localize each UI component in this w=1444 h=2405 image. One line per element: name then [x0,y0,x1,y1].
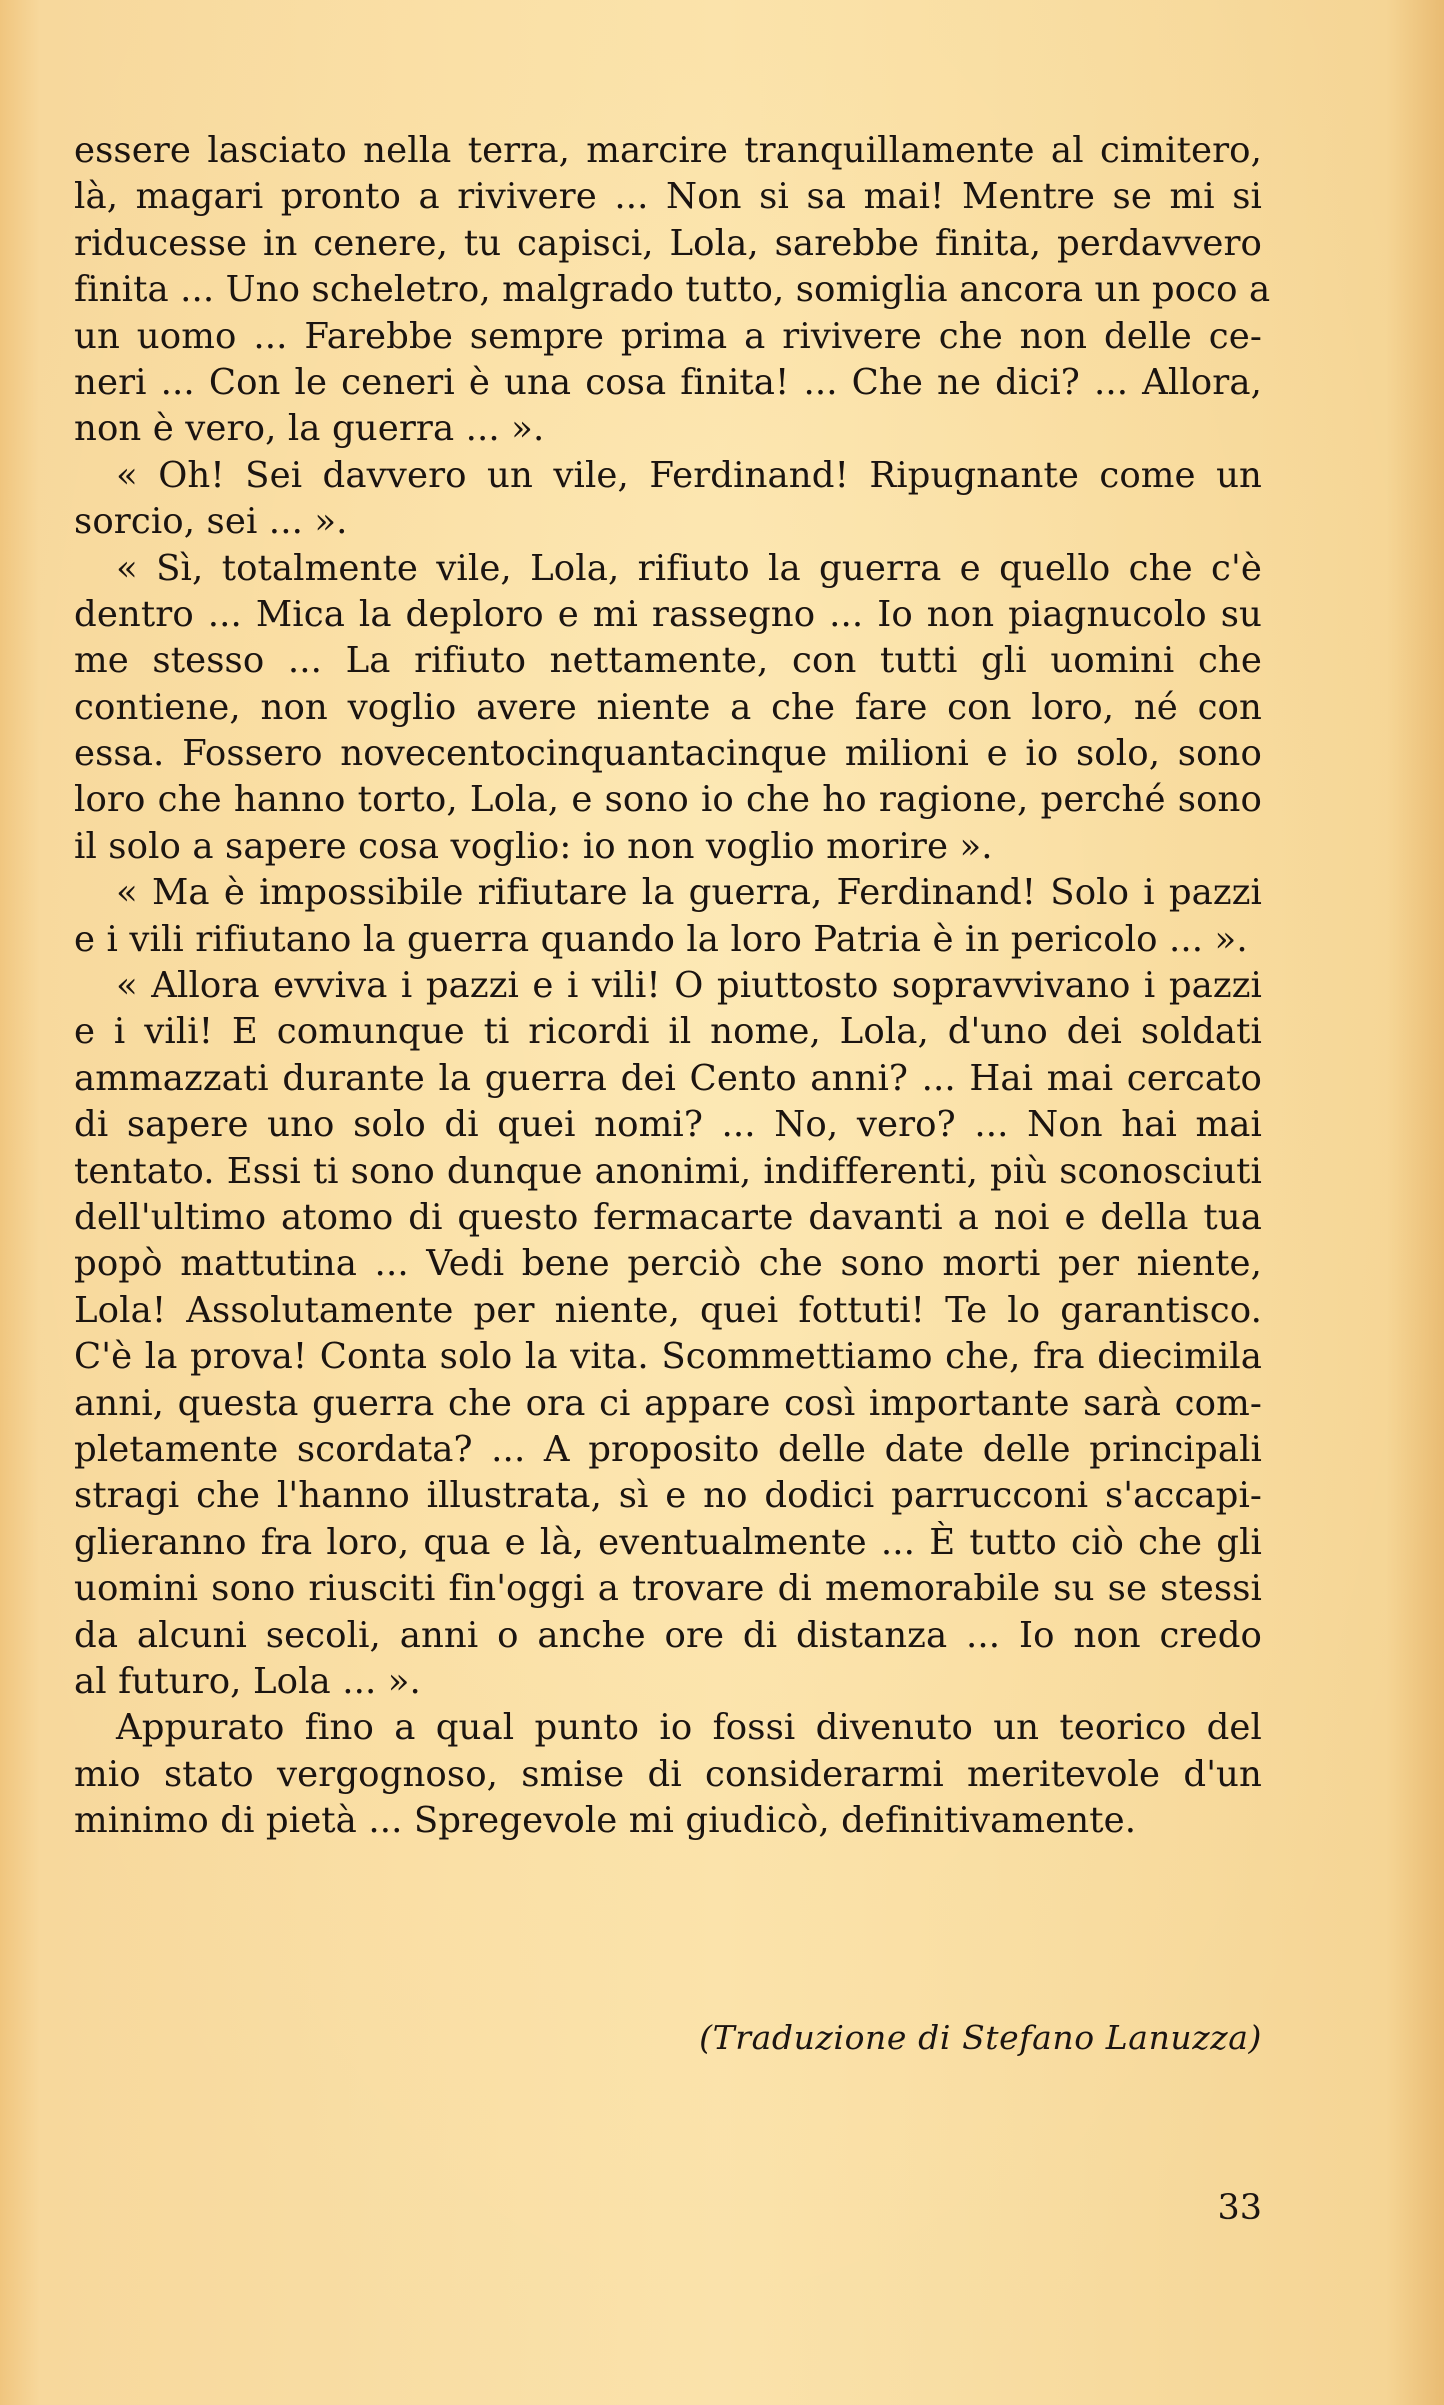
paragraph [74,453,1262,546]
text-line: stragi che l'hanno illustrata, sì e no dodici parrucconi s'accapi- [74,1475,1262,1517]
text-line: dentro ... Mica la deploro e mi rassegno ... Io non piagnucolo su [74,593,1262,635]
translation-credit: (Traduzione di Stefano Lanuzza) [699,2018,1262,2057]
text-line: di sapere uno solo di quei nomi? ... No, vero? ... Non hai mai [74,1104,1262,1146]
text-line: finita ... Uno scheletro, malgrado tutto, somiglia ancora un poco a [74,269,1271,311]
text-line: « Ma è impossibile rifiutare la guerra, Ferdinand! Solo i pazzi [116,872,1262,914]
text-line: me stesso ... La rifiuto nettamente, con tutti gli uomini che [74,640,1262,682]
text-line: Appurato fino a qual punto io fossi divenuto un teorico del [116,1707,1262,1749]
text-line: essa. Fossero novecentocinquantacinque milioni e io solo, sono [74,733,1262,775]
text-line: e i vili rifiutano la guerra quando la loro Patria è in pericolo ... ». [74,918,1248,960]
text-line: non è vero, la guerra ... ». [74,408,545,450]
text-line: neri ... Con le ceneri è una cosa finita! ... Che ne dici? ... Allora, [74,361,1262,403]
text-line: popò mattutina ... Vedi bene perciò che sono morti per niente, [74,1243,1262,1285]
paragraph [74,546,1262,871]
text-line: e i vili! E comunque ti ricordi il nome, Lola, d'uno dei soldati [74,1011,1262,1053]
text-line: il solo a sapere cosa voglio: io non voglio morire ». [74,825,993,867]
text-line: mio stato vergognoso, smise di considerarmi meritevole d'un [74,1753,1262,1795]
text-line: C'è la prova! Conta solo la vita. Scommettiamo che, fra diecimila [74,1336,1262,1378]
text-line: un uomo ... Farebbe sempre prima a rivivere che non delle ce- [74,315,1262,357]
text-line: « Sì, totalmente vile, Lola, rifiuto la guerra e quello che c'è [116,547,1262,589]
paragraph [74,963,1262,1705]
text-line: « Oh! Sei davvero un vile, Ferdinand! Ripugnante come un [116,454,1262,496]
text-line: glieranno fra loro, qua e là, eventualmente ... È tutto ciò che gli [74,1521,1262,1563]
body-text [74,128,1271,1844]
paragraph [74,1705,1262,1844]
text-line: uomini sono riusciti fin'oggi a trovare di memorabile su se stessi [74,1568,1262,1610]
text-line: sorcio, sei ... ». [74,501,348,543]
text-line: pletamente scordata? ... A proposito delle date delle principali [74,1428,1262,1470]
text-line: essere lasciato nella terra, marcire tranquillamente al cimitero, [74,130,1262,171]
text-line: riducesse in cenere, tu capisci, Lola, sarebbe finita, perdavvero [74,222,1262,264]
text-line: dell'ultimo atomo di questo fermacarte davanti a noi e della tua [74,1196,1262,1238]
paragraph [74,128,1271,453]
text-line: da alcuni secoli, anni o anche ore di distanza ... Io non credo [74,1614,1262,1656]
text-line: minimo di pietà ... Spregevole mi giudicò, definitivamente. [74,1800,1137,1842]
paragraph [74,870,1262,963]
text-line: contiene, non voglio avere niente a che fare con loro, né con [74,686,1262,728]
text-line: « Allora evviva i pazzi e i vili! O piuttosto sopravvivano i pazzi [116,965,1262,1007]
text-line: Lola! Assolutamente per niente, quei fottuti! Te lo garantisco. [74,1289,1262,1331]
text-line: tentato. Essi ti sono dunque anonimi, indifferenti, più sconosciuti [74,1150,1262,1192]
text-line: là, magari pronto a rivivere ... Non si sa mai! Mentre se mi si [74,176,1262,218]
page-number: 33 [1217,2188,1262,2228]
text-line: anni, questa guerra che ora ci appare così importante sarà com- [74,1382,1262,1424]
text-line: ammazzati durante la guerra dei Cento anni? ... Hai mai cercato [74,1057,1262,1099]
text-line: loro che hanno torto, Lola, e sono io che ho ragione, perché sono [74,779,1262,821]
text-line: al futuro, Lola ... ». [74,1660,421,1702]
